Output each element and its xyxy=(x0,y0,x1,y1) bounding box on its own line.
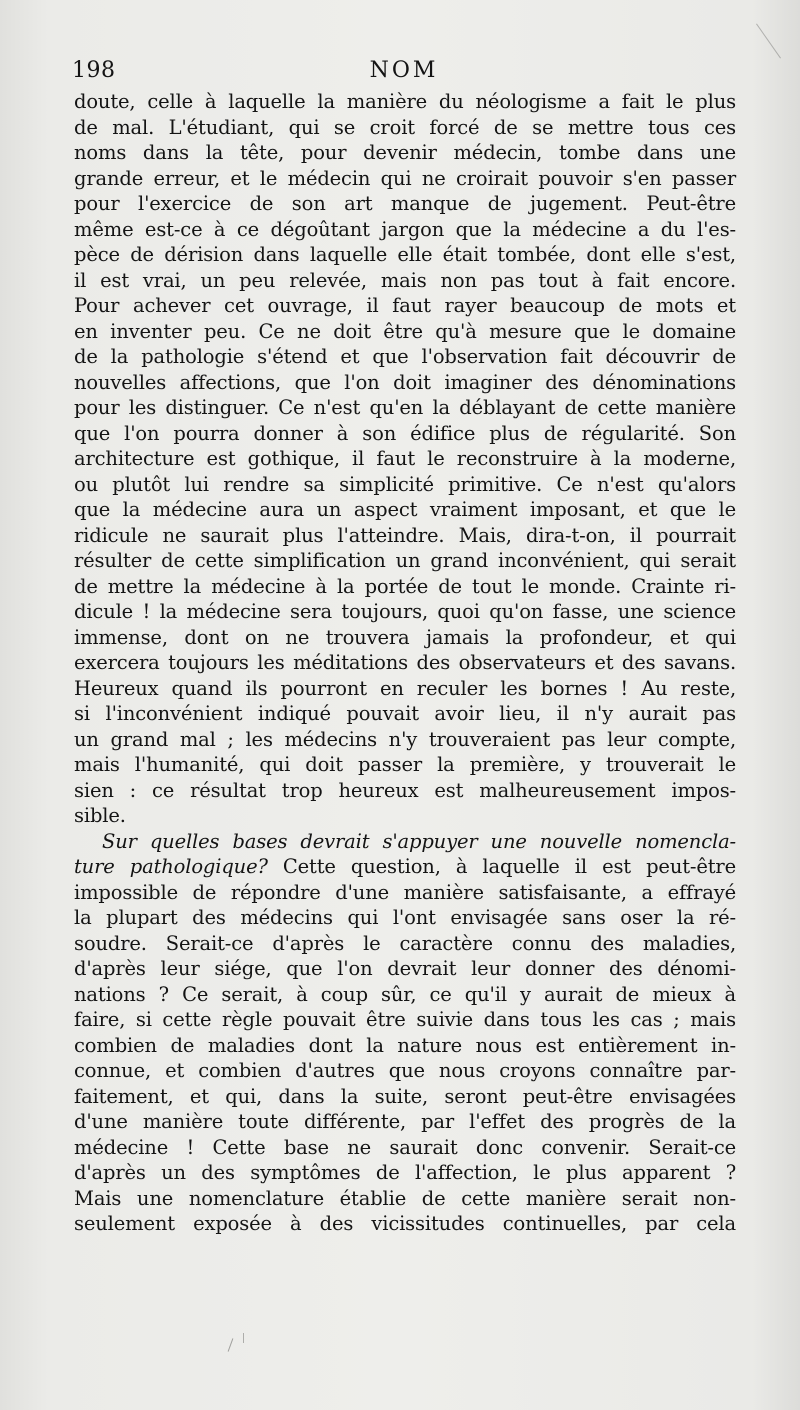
text-line: pèce de dérision dans laquelle elle était tombée, dont elle s'est, xyxy=(74,243,736,266)
text-line: d'après un des symptômes de l'affection, le plus apparent ? xyxy=(74,1161,736,1184)
text-line: de mettre la médecine à la portée de tout le monde. Crainte ri- xyxy=(74,574,736,598)
text-line: exercera toujours les méditations des observateurs et des savans. xyxy=(74,651,736,674)
text-line: sible. xyxy=(74,804,126,827)
text-line: connue, et combien d'autres que nous croyons connaître par- xyxy=(74,1059,736,1082)
text-line: combien de maladies dont la nature nous est entièrement in- xyxy=(74,1033,736,1057)
text-line: pour les distinguer. Ce n'est qu'en la déblayant de cette manière xyxy=(74,396,736,419)
text-line: grande erreur, et le médecin qui ne croirait pouvoir s'en passer xyxy=(74,166,736,190)
stray-ink-mark xyxy=(243,1333,244,1343)
text-line: de la pathologie s'étend et que l'observation fait découvrir de xyxy=(74,345,736,368)
text-line: sien : ce résultat trop heureux est malheureusement impos- xyxy=(74,778,736,802)
text-line: Mais une nomenclature établie de cette manière serait non- xyxy=(74,1186,736,1210)
text-line: nouvelles affections, que l'on doit imaginer des dénominations xyxy=(74,370,736,394)
text-line: nations ? Ce serait, à coup sûr, ce qu'il y aurait de mieux à xyxy=(74,982,736,1006)
text-line: la plupart des médecins qui l'ont envisagée sans oser la ré- xyxy=(74,906,736,929)
text-line: même est-ce à ce dégoûtant jargon que la médecine a du l'es- xyxy=(74,217,736,241)
text-line xyxy=(74,829,736,855)
text-line: dicule ! la médecine sera toujours, quoi qu'on fasse, une science xyxy=(74,600,736,623)
text-line: faitement, et qui, dans la suite, seront peut-être envisagées xyxy=(74,1084,736,1108)
text-line: noms dans la tête, pour devenir médecin, tombe dans une xyxy=(74,141,736,164)
text-line: impossible de répondre d'une manière satisfaisante, a effrayé xyxy=(74,880,736,904)
italic-question: Sur quelles bases devrait s'appuyer une nouvelle nomencla- xyxy=(102,829,736,853)
text-line: résulter de cette simplification un grand inconvénient, qui serait xyxy=(74,549,736,572)
edge-scratch-mark xyxy=(756,24,781,59)
text-line: que la médecine aura un aspect vraiment imposant, et que le xyxy=(74,498,736,521)
line-text: Cette question, à laquelle il est peut-être xyxy=(267,855,736,878)
text-line: il est vrai, un peu relevée, mais non pas tout à fait encore. xyxy=(74,268,736,292)
text-line: ridicule ne saurait plus l'atteindre. Mais, dira-t-on, il pourrait xyxy=(74,523,736,547)
text-line: immense, dont on ne trouvera jamais la profondeur, et qui xyxy=(74,625,736,649)
page-number: 198 xyxy=(72,58,116,83)
page-header xyxy=(72,58,736,88)
text-line: un grand mal ; les médecins n'y trouveraient pas leur compte, xyxy=(74,727,736,751)
stray-ink-mark xyxy=(228,1338,234,1351)
text-line: de mal. L'étudiant, qui se croit forcé de se mettre tous ces xyxy=(74,115,736,139)
running-title: NOM xyxy=(369,58,439,83)
text-line: pour l'exercice de son art manque de jugement. Peut-être xyxy=(74,192,736,215)
text-line xyxy=(74,854,736,880)
text-line: en inventer peu. Ce ne doit être qu'à mesure que le domaine xyxy=(74,319,736,343)
italic-question: ture pathologique? xyxy=(74,855,268,878)
text-line: médecine ! Cette base ne saurait donc convenir. Serait-ce xyxy=(74,1135,736,1159)
text-line: d'une manière toute différente, par l'effet des progrès de la xyxy=(74,1110,736,1133)
text-line: doute, celle à laquelle la manière du néologisme a fait le plus xyxy=(74,90,736,113)
text-line: Heureux quand ils pourront en reculer les bornes ! Au reste, xyxy=(74,676,736,700)
text-line: soudre. Serait-ce d'après le caractère connu des maladies, xyxy=(74,931,736,955)
text-line: que l'on pourra donner à son édifice plus de régularité. Son xyxy=(74,421,736,445)
text-line: d'après leur siége, que l'on devrait leur donner des dénomi- xyxy=(74,957,736,980)
text-line: ou plutôt lui rendre sa simplicité primitive. Ce n'est qu'alors xyxy=(74,472,736,496)
text-line: mais l'humanité, qui doit passer la première, y trouverait le xyxy=(74,753,736,776)
text-line: seulement exposée à des vicissitudes continuelles, par cela xyxy=(74,1212,736,1235)
text-line: faire, si cette règle pouvait être suivie dans tous les cas ; mais xyxy=(74,1008,736,1031)
text-line: si l'inconvénient indiqué pouvait avoir lieu, il n'y aurait pas xyxy=(74,702,736,725)
text-line: Pour achever cet ouvrage, il faut rayer beaucoup de mots et xyxy=(74,294,736,317)
text-line: architecture est gothique, il faut le reconstruire à la moderne, xyxy=(74,447,736,470)
page-text xyxy=(74,89,736,1237)
